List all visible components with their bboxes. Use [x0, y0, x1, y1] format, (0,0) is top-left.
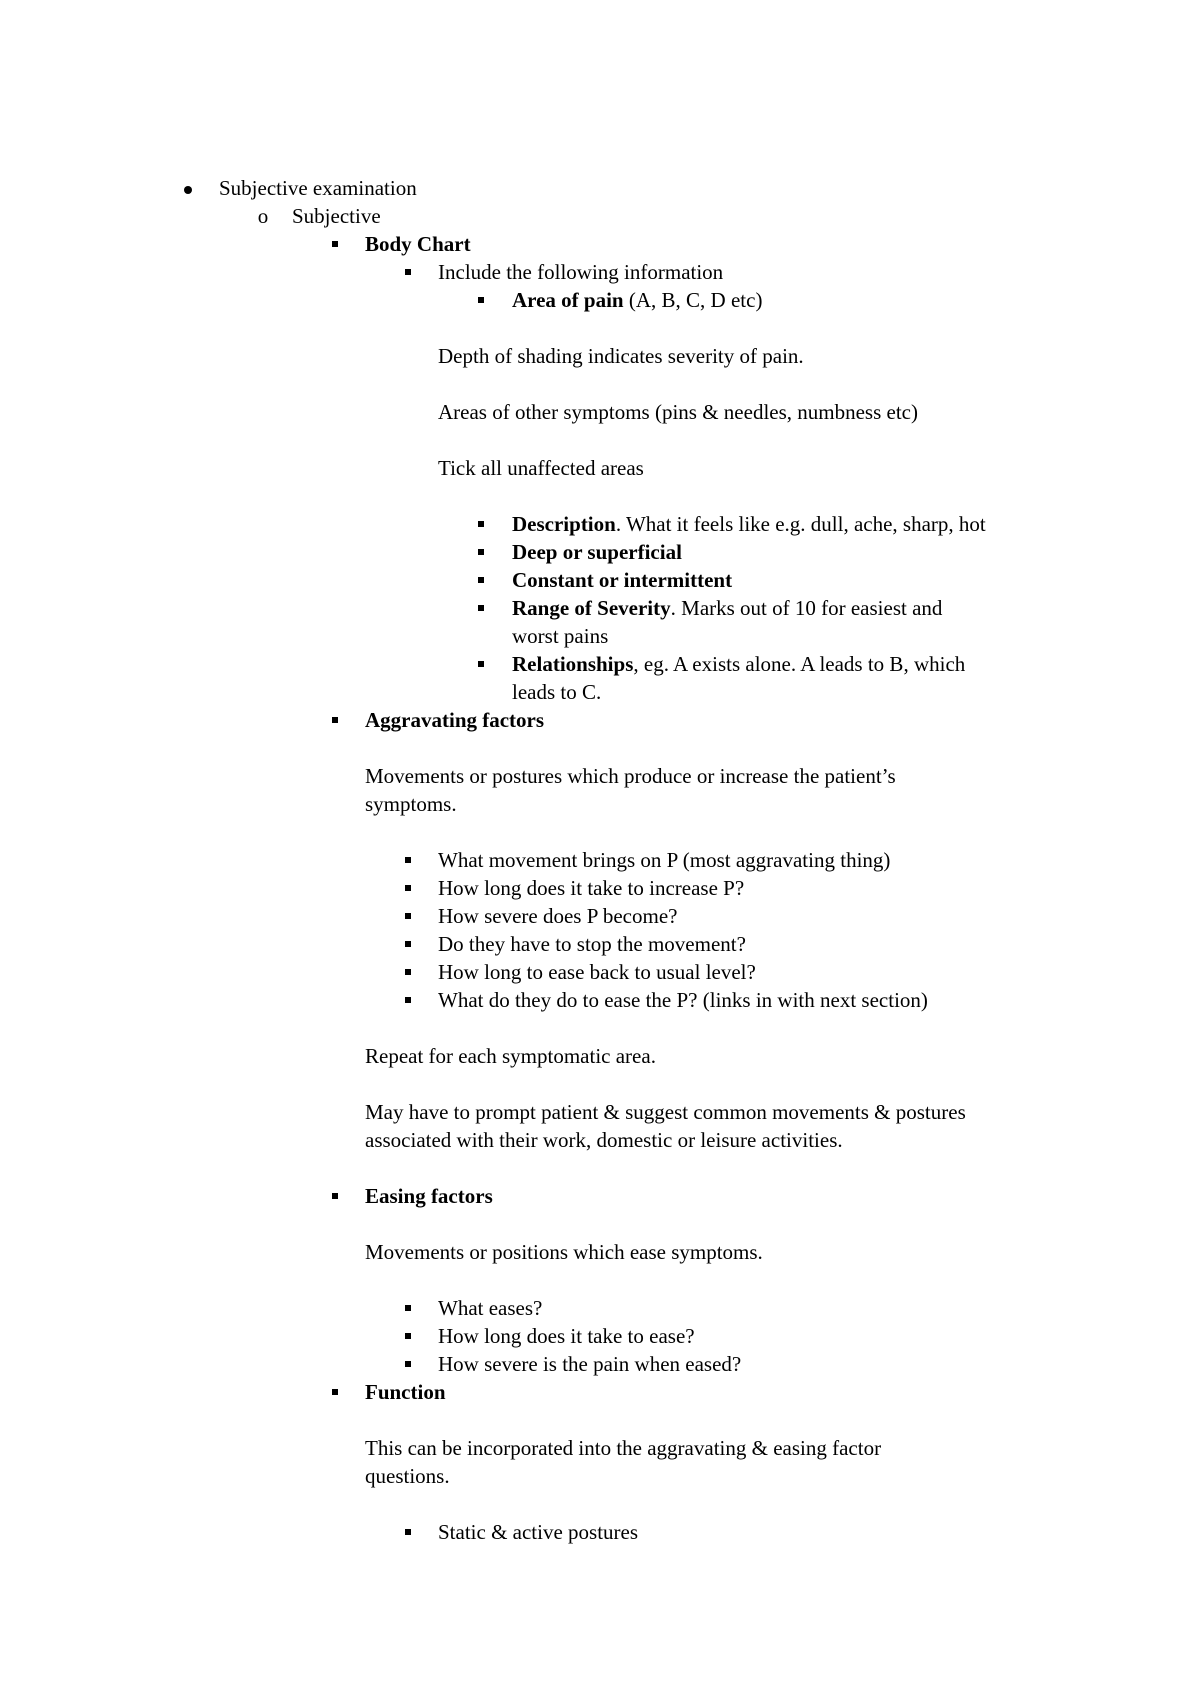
bullet-square-icon	[478, 297, 484, 303]
bullet-square-icon	[405, 269, 411, 275]
aggravating-item: How long does it take to increase P?	[438, 876, 745, 900]
area-of-pain-item	[512, 286, 762, 314]
range-severity-label: Range of Severity	[512, 596, 671, 620]
bullet-square-icon	[332, 1193, 338, 1199]
bullet-square-icon	[405, 857, 411, 863]
function-para-1-line1: This can be incorporated into the aggravating & easing factor	[365, 1436, 882, 1460]
relationships-line2: leads to C.	[512, 680, 602, 704]
easing-item: What eases?	[438, 1296, 543, 1320]
aggravating-item: Do they have to stop the movement?	[438, 932, 746, 956]
function-heading: Function	[365, 1380, 446, 1404]
bullet-square-icon	[478, 549, 484, 555]
bullet-square-icon	[332, 1389, 338, 1395]
aggravating-para-1-line2: symptoms.	[365, 792, 457, 816]
range-severity-item	[512, 594, 942, 622]
function-para-1-line2: questions.	[365, 1464, 450, 1488]
bullet-square-icon	[332, 717, 338, 723]
bullet-square-icon	[405, 997, 411, 1003]
body-chart-para-2: Areas of other symptoms (pins & needles, numbness etc)	[438, 400, 918, 424]
bullet-square-icon	[405, 1333, 411, 1339]
body-chart-include-text: Include the following information	[438, 260, 724, 284]
area-of-pain-label: Area of pain	[512, 288, 624, 312]
description-label: Description	[512, 512, 616, 536]
bullet-square-icon	[405, 913, 411, 919]
relationships-label: Relationships	[512, 652, 634, 676]
body-chart-heading: Body Chart	[365, 232, 471, 256]
aggravating-item: How long to ease back to usual level?	[438, 960, 756, 984]
easing-para-1: Movements or positions which ease symptoms.	[365, 1240, 763, 1264]
aggravating-para-2: Repeat for each symptomatic area.	[365, 1044, 656, 1068]
aggravating-item: What do they do to ease the P? (links in with next section)	[438, 988, 928, 1012]
function-item: Static & active postures	[438, 1520, 639, 1544]
bullet-disc-icon	[184, 186, 192, 194]
bullet-square-icon	[478, 605, 484, 611]
bullet-square-icon	[478, 577, 484, 583]
range-severity-line2: worst pains	[512, 624, 609, 648]
body-chart-para-3: Tick all unaffected areas	[438, 456, 644, 480]
bullet-square-icon	[405, 1529, 411, 1535]
description-item	[512, 510, 986, 538]
bullet-square-icon	[405, 969, 411, 975]
easing-heading: Easing factors	[365, 1184, 493, 1208]
deep-superficial-item: Deep or superficial	[512, 540, 682, 564]
bullet-square-icon	[478, 521, 484, 527]
bullet-square-icon	[405, 1305, 411, 1311]
bullet-square-icon	[405, 1361, 411, 1367]
aggravating-para-3-line2: associated with their work, domestic or leisure activities.	[365, 1128, 843, 1152]
description-detail: . What it feels like e.g. dull, ache, sharp, hot	[615, 512, 986, 536]
constant-intermittent-item: Constant or intermittent	[512, 568, 733, 592]
bullet-square-icon	[478, 661, 484, 667]
body-chart-para-1: Depth of shading indicates severity of pain.	[438, 344, 804, 368]
bullet-square-icon	[332, 241, 338, 247]
easing-item: How long does it take to ease?	[438, 1324, 695, 1348]
area-of-pain-detail: (A, B, C, D etc)	[623, 288, 763, 312]
easing-item: How severe is the pain when eased?	[438, 1352, 742, 1376]
aggravating-item: What movement brings on P (most aggravating thing)	[438, 848, 891, 872]
bullet-square-icon	[405, 941, 411, 947]
aggravating-para-3-line1: May have to prompt patient & suggest common movements & postures	[365, 1100, 966, 1124]
aggravating-para-1-line1: Movements or postures which produce or increase the patient’s	[365, 764, 896, 788]
outline-level1-text: Subjective examination	[219, 176, 417, 200]
bullet-square-icon	[405, 885, 411, 891]
aggravating-item: How severe does P become?	[438, 904, 678, 928]
relationships-detail: , eg. A exists alone. A leads to B, which	[633, 652, 966, 676]
aggravating-heading: Aggravating factors	[365, 708, 545, 732]
outline-level2-text: Subjective	[292, 204, 381, 228]
relationships-item	[512, 650, 965, 678]
bullet-circle-marker: o	[257, 204, 269, 228]
range-severity-detail: . Marks out of 10 for easiest and	[670, 596, 943, 620]
